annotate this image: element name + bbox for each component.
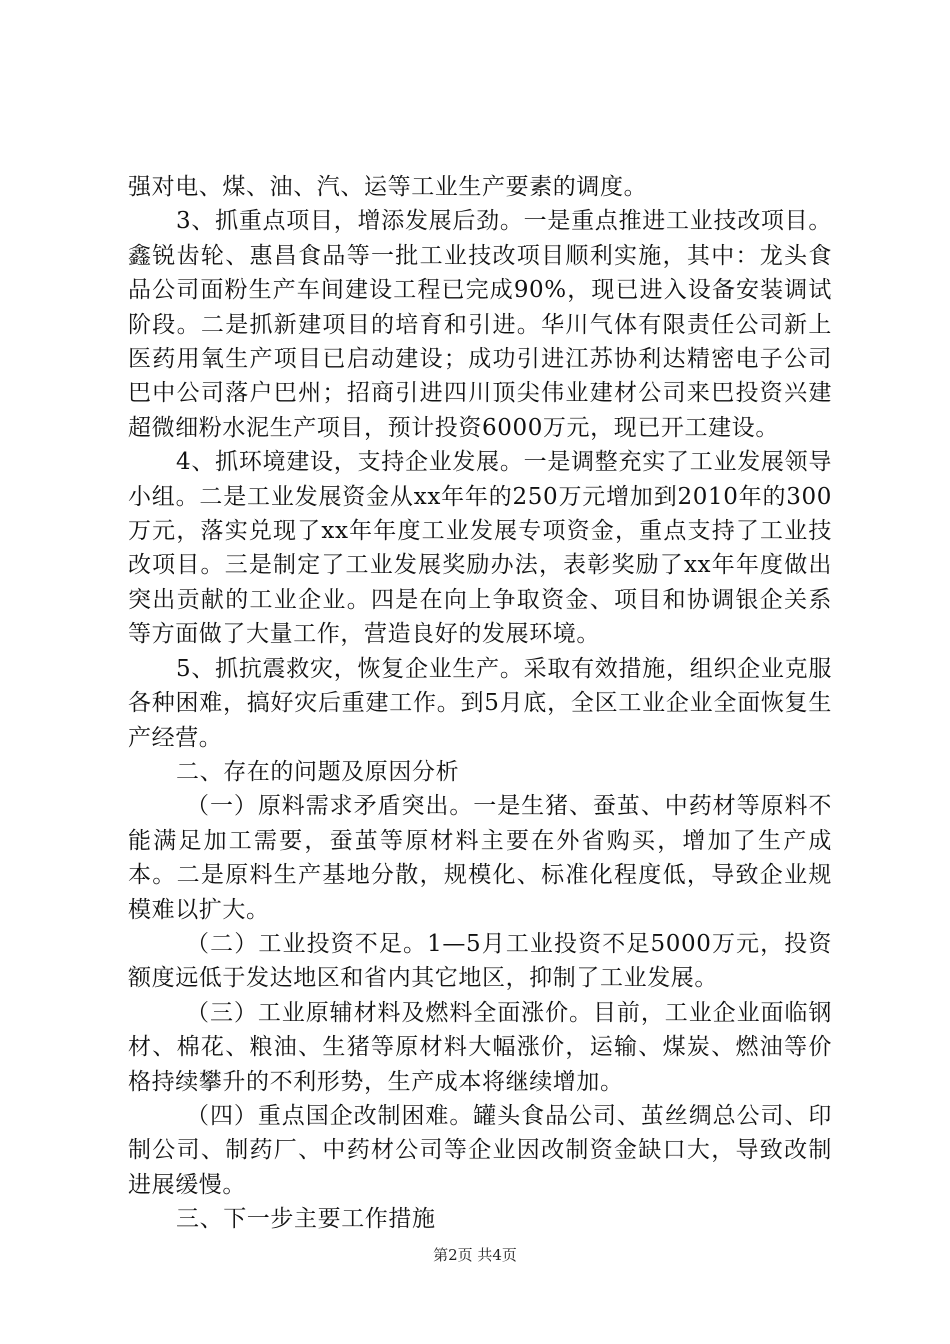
paragraph-issue-1: （一）原料需求矛盾突出。一是生猪、蚕茧、中药材等原料不能满足加工需要，蚕茧等原材料主要在外省购买，增加了生产成本。二是原料生产基地分散，规模化、标准化程度低，导致企业规模难以扩大。 xyxy=(128,793,832,923)
document-body xyxy=(128,170,832,1237)
paragraph-3: 4、抓环境建设，支持企业发展。一是调整充实了工业发展领导小组。二是工业发展资金从xx年年的250万元增加到2010年的300万元，落实兑现了xx年年度工业发展专项资金，重点支持了工业技改项目。三是制定了工业发展奖励办法，表彰奖励了xx年年度做出突出贡献的工业企业。四是在向上争取资金、项目和协调银企关系等方面做了大量工作，营造良好的发展环境。 xyxy=(128,449,832,648)
paragraph-issue-4: （四）重点国企改制困难。罐头食品公司、茧丝绸总公司、印制公司、制药厂、中药材公司等企业因改制资金缺口大，导致改制进展缓慢。 xyxy=(128,1102,832,1198)
paragraph-issue-2: （二）工业投资不足。1—5月工业投资不足5000万元，投资额度远低于发达地区和省内其它地区，抑制了工业发展。 xyxy=(128,930,832,992)
section-heading-2: 二、存在的问题及原因分析 xyxy=(176,758,460,785)
paragraph-1: 强对电、煤、油、汽、运等工业生产要素的调度。 xyxy=(128,174,648,200)
paragraph-2: 3、抓重点项目，增添发展后劲。一是重点推进工业技改项目。鑫锐齿轮、惠昌食品等一批工业技改项目顺利实施，其中：龙头食品公司面粉生产车间建设工程已完成90%，现已进入设备安装调试阶段。二是抓新建项目的培育和引进。华川气体有限责任公司新上医药用氧生产项目已启动建设；成功引进江苏协利达精密电子公司巴中公司落户巴州；招商引进四川顶尖伟业建材公司来巴投资兴建超微细粉水泥生产项目，预计投资6000万元，现已开工建设。 xyxy=(128,208,832,441)
section-heading-3: 三、下一步主要工作措施 xyxy=(176,1206,436,1233)
paragraph-issue-3: （三）工业原辅材料及燃料全面涨价。目前，工业企业面临钢材、棉花、粮油、生猪等原材料大幅涨价，运输、煤炭、燃油等价格持续攀升的不利形势，生产成本将继续增加。 xyxy=(128,999,832,1095)
paragraph-4: 5、抓抗震救灾，恢复企业生产。采取有效措施，组织企业克服各种困难，搞好灾后重建工作。到5月底，全区工业企业全面恢复生产经营。 xyxy=(128,655,832,751)
page-number-footer: 第2页 共4页 xyxy=(433,1246,517,1264)
